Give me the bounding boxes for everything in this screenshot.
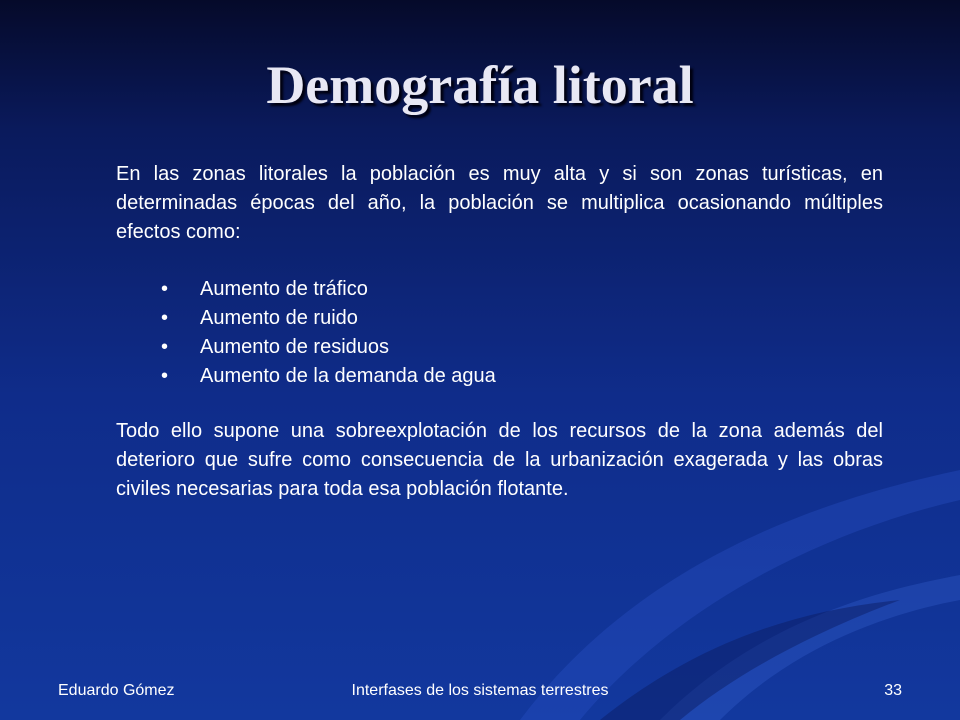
list-item: • Aumento de la demanda de agua [116, 362, 883, 391]
list-item: • Aumento de residuos [116, 333, 883, 362]
intro-paragraph: En las zonas litorales la población es muy alta y si son zonas turísticas, en determinadas épocas del año, la población se multiplica ocasionando múltiples efectos como: [116, 163, 883, 243]
slide-title: Demografía litoral [266, 55, 694, 115]
footer-course: Interfases de los sistemas terrestres [351, 682, 609, 699]
list-item: • Aumento de tráfico [116, 275, 883, 304]
slide-body [116, 160, 883, 504]
effects-list [116, 275, 883, 391]
list-item: • Aumento de ruido [116, 304, 883, 333]
page-number: 33 [884, 682, 902, 699]
conclusion-paragraph: Todo ello supone una sobreexplotación de los recursos de la zona además del deterioro que sufre como consecuencia de la urbanización exagerada y las obras civiles necesarias para toda esa población flotante. [116, 420, 883, 500]
footer-author: Eduardo Gómez [58, 682, 175, 699]
